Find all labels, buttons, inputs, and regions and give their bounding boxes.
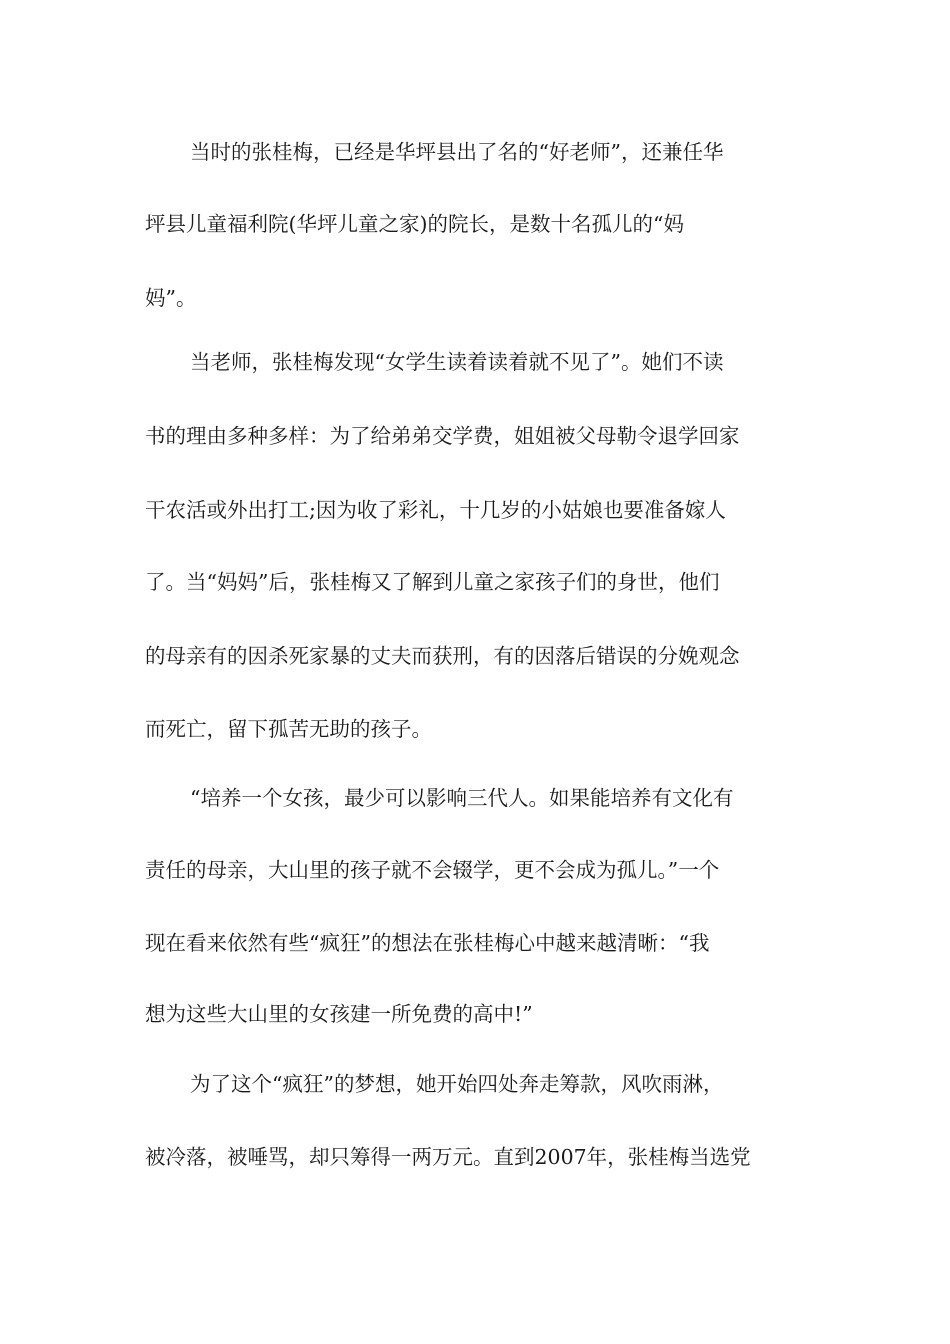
paragraph-2-line-6: 而死亡，留下孤苦无助的孩子。 <box>145 717 432 741</box>
paragraph-2-line-4: 了。当“妈妈”后，张桂梅又了解到儿童之家孩子们的身世，他们 <box>145 570 720 594</box>
paragraph-4-line-2: 被冷落，被唾骂，却只筹得一两万元。直到2007年，张桂梅当选党 <box>145 1145 751 1169</box>
paragraph-2-line-3: 干农活或外出打工;因为收了彩礼，十几岁的小姑娘也要准备嫁人 <box>145 498 726 522</box>
paragraph-3-line-4: 想为这些大山里的女孩建一所免费的高中!” <box>145 1002 533 1026</box>
paragraph-3-line-3: 现在看来依然有些“疯狂”的想法在张桂梅心中越来越清晰：“我 <box>145 931 710 955</box>
paragraph-1-line-1: 当时的张桂梅，已经是华坪县出了名的“好老师”，还兼任华 <box>190 140 724 164</box>
paragraph-3-line-1: “培养一个女孩，最少可以影响三代人。如果能培养有文化有 <box>190 786 734 810</box>
paragraph-1-line-3: 妈”。 <box>145 286 197 310</box>
paragraph-2-line-2: 书的理由多种多样：为了给弟弟交学费，姐姐被父母勒令退学回家 <box>145 424 740 448</box>
paragraph-3-line-2: 责任的母亲，大山里的孩子就不会辍学，更不会成为孤儿。”一个 <box>145 858 720 882</box>
paragraph-2-line-1: 当老师，张桂梅发现“女学生读着读着就不见了”。她们不读 <box>190 350 724 374</box>
paragraph-1-line-2: 坪县儿童福利院(华坪儿童之家)的院长，是数十名孤儿的“妈 <box>145 212 684 236</box>
paragraph-2-line-5: 的母亲有的因杀死家暴的丈夫而获刑，有的因落后错误的分娩观念 <box>145 644 740 668</box>
paragraph-4-line-1: 为了这个“疯狂”的梦想，她开始四处奔走筹款，风吹雨淋， <box>190 1072 724 1096</box>
